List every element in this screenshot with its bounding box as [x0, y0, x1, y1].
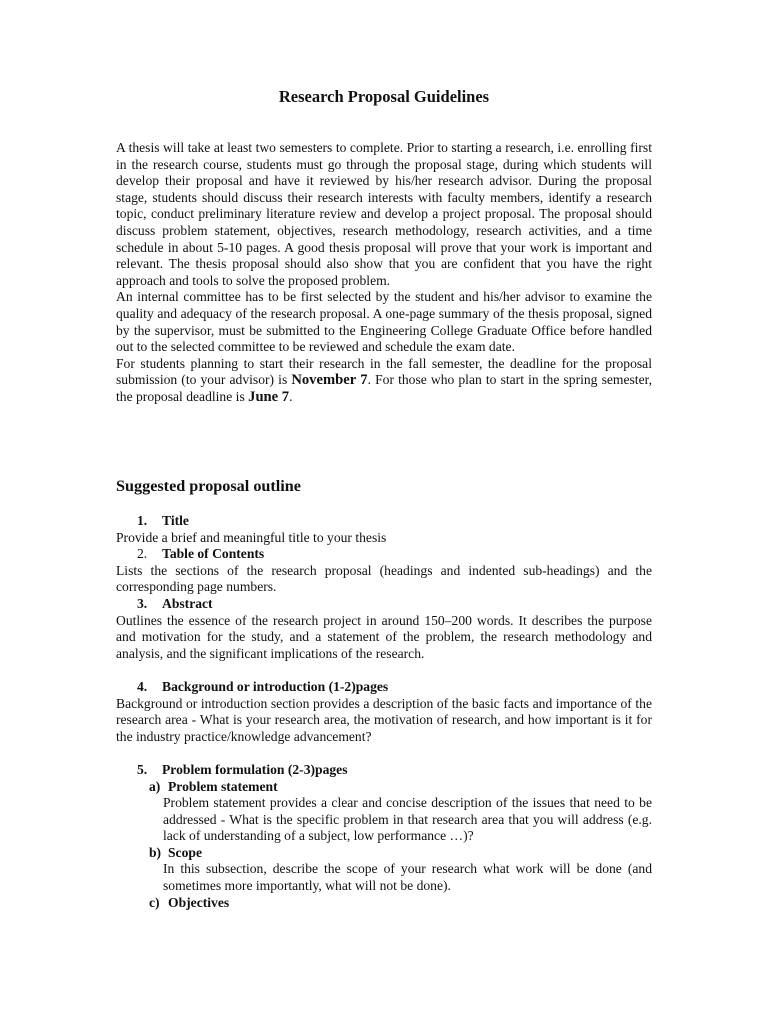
sub-text: In this subsection, describe the scope of your research what work will be done (and sometimes more importantly, what will not be done).: [163, 861, 652, 894]
sub-letter: c): [149, 894, 160, 910]
item-number: 1.: [137, 513, 148, 528]
item-label: Table of Contents: [162, 546, 265, 562]
item-label: Problem formulation (2-3)pages: [162, 761, 348, 777]
subsection-objectives: [149, 895, 652, 912]
sub-letter: a): [149, 778, 161, 794]
deadline-text-1: For students planning to start their research in the fall semester, the deadline for the proposal submission (to your advisor) is: [116, 355, 652, 388]
item-label: Title: [162, 513, 189, 528]
outline-item-title: [116, 513, 652, 530]
item-number: 4.: [137, 678, 148, 694]
outline-item-background: [116, 679, 652, 696]
subsection-scope: [149, 845, 652, 862]
item-label: Background or introduction (1-2)pages: [162, 678, 389, 694]
item-text: Background or introduction section provides a description of the basic facts and importance of the research area - What is your research area, the motivation of research, and how important is it for the industry practice/knowledge advancement?: [116, 695, 652, 744]
spring-deadline: June 7: [248, 388, 290, 405]
intro-paragraph-3: [116, 356, 652, 406]
outline-item-toc: [116, 546, 652, 563]
outline-list: [116, 513, 652, 911]
sub-label: Objectives: [168, 894, 230, 910]
intro-paragraph-1: A thesis will take at least two semesters to complete. Prior to starting a research, i.e. enrolling first in the research course, students must go through the proposal stage, during which students will develop their proposal and have it reviewed by his/her research advisor. During the proposal stage, students should discuss their research interests with faculty members, identify a research topic, conduct preliminary literature review and develop a project proposal. The proposal should discuss problem statement, objectives, research methodology, research activities, and a time schedule in about 5-10 pages. A good thesis proposal will prove that your work is important and relevant. The thesis proposal should also show that you are confident that you have the right approach and tools to solve the proposed problem.: [116, 140, 652, 288]
subsection-list: [116, 779, 652, 912]
item-text: Outlines the essence of the research project in around 150–200 words. It describes the purpose and motivation for the study, and a statement of the problem, the research methodology and analysis, and the significant implications of the research.: [116, 612, 652, 661]
sub-text: Problem statement provides a clear and concise description of the issues that need to be addressed - What is the specific problem in that research area that you will address (e.g. lack of understanding of a subject, low performance …)?: [163, 795, 652, 844]
sub-label: Scope: [168, 844, 202, 860]
outline-heading: Suggested proposal outline: [116, 477, 301, 495]
item-text: Provide a brief and meaningful title to your thesis: [116, 529, 387, 545]
sub-letter: b): [149, 844, 162, 860]
sub-label: Problem statement: [168, 778, 278, 794]
deadline-text-3: .: [289, 388, 293, 404]
item-label: Abstract: [162, 595, 213, 611]
item-number: 5.: [137, 761, 148, 777]
intro-section: [116, 140, 652, 406]
deadline-text-2: . For those who plan to start in the spring semester, the proposal deadline is: [116, 372, 652, 404]
fall-deadline: November 7: [291, 372, 368, 389]
intro-paragraph-2: An internal committee has to be first selected by the student and his/her advisor to examine the quality and adequacy of the research proposal. A one-page summary of the thesis proposal, signed by the supervisor, must be submitted to the Engineering College Graduate Office before handled out to the selected committee to be reviewed and schedule the exam date.: [116, 289, 652, 355]
outline-item-problem-formulation: [116, 762, 652, 779]
subsection-problem-statement: [149, 779, 652, 796]
page-title: Research Proposal Guidelines: [278, 87, 490, 106]
outline-item-abstract: [116, 596, 652, 613]
item-text: Lists the sections of the research proposal (headings and indented sub-headings) and the corresponding page numbers.: [116, 562, 652, 595]
item-number: 3.: [137, 595, 148, 611]
item-number: 2.: [137, 546, 148, 562]
